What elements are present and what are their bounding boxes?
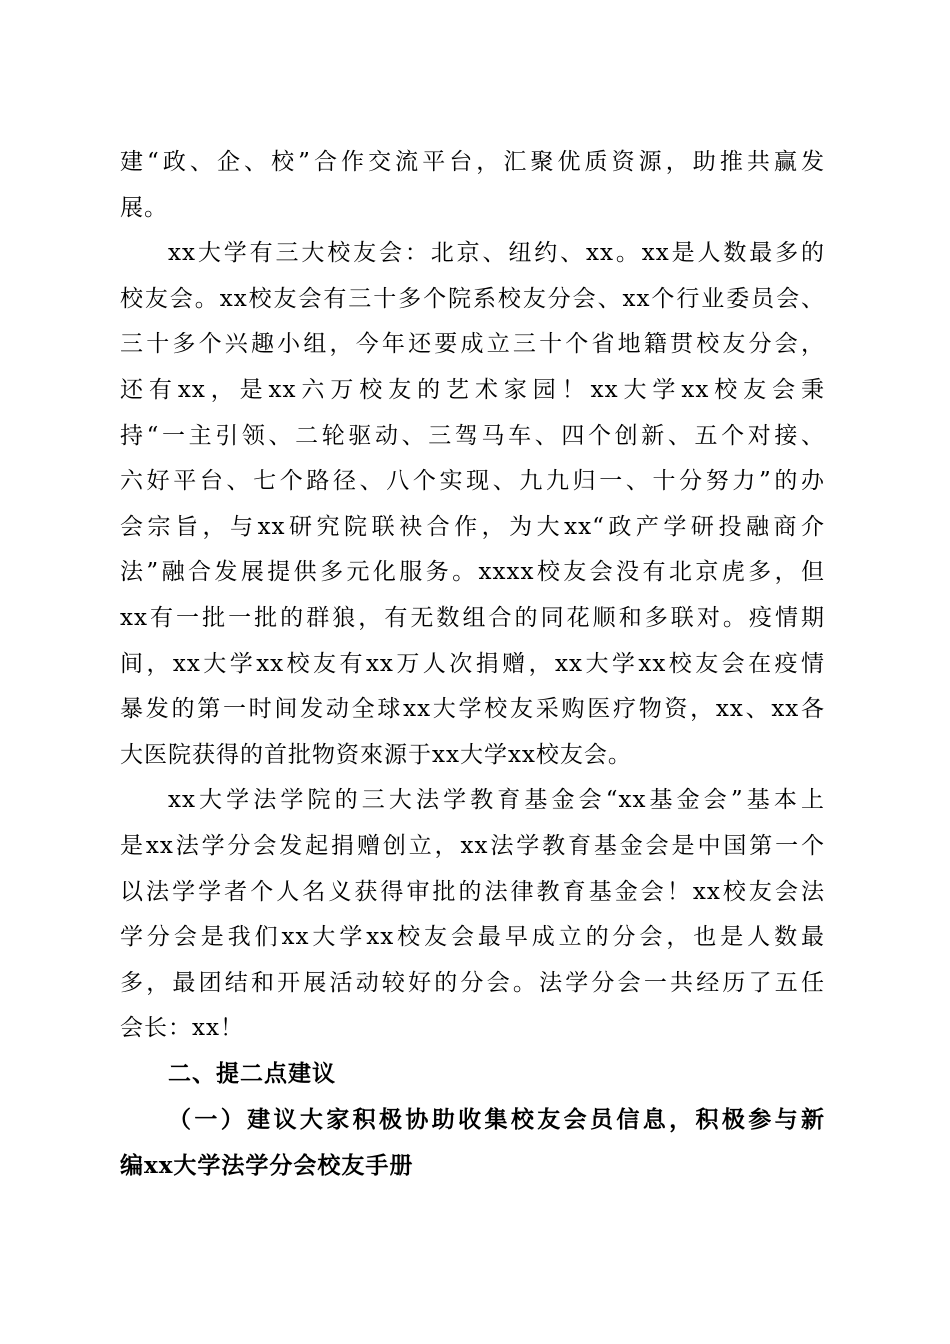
subsection-heading: 编xx大学法学分会校友手册 xyxy=(120,1152,414,1180)
paragraph-line: 持“一主引领、二轮驱动、三驾马车、四个创新、五个对接、 xyxy=(120,422,825,449)
paragraph-line: 多，最团结和开展活动较好的分会。法学分会一共经历了五任 xyxy=(120,969,825,996)
paragraph-line: 还有xx，是xx六万校友的艺术家园！xx大学xx校友会秉 xyxy=(120,376,825,403)
paragraph-line: 建“政、企、校”合作交流平台，汇聚优质资源，助推共赢发 xyxy=(120,149,825,175)
paragraph-line: 学分会是我们xx大学xx校友会最早成立的分会，也是人数最 xyxy=(120,924,825,951)
paragraph-line: xx有一批一批的群狼，有无数组合的同花顺和多联对。疫情期 xyxy=(120,604,825,631)
paragraph-line: 大医院获得的首批物资來源于xx大学xx校友会。 xyxy=(120,741,632,768)
subsection-heading: （一）建议大家积极协助收集校友会员信息，积极参与新 xyxy=(168,1106,825,1134)
paragraph-line: 六好平台、七个路径、八个实现、九九归一、十分努力”的办 xyxy=(120,468,825,495)
paragraph-line: 以法学学者个人名义获得审批的法律教育基金会！xx校友会法 xyxy=(120,878,825,905)
paragraph-line: 暴发的第一时间发动全球xx大学校友采购医疗物资，xx、xx各 xyxy=(120,696,825,723)
paragraph-line: 展。 xyxy=(120,194,168,221)
paragraph-line: xx大学法学院的三大法学教育基金会“xx基金会”基本上 xyxy=(168,787,825,814)
paragraph-line: 会宗旨，与xx研究院联袂合作，为大xx“政产学研投融商介 xyxy=(120,513,825,540)
document-body xyxy=(120,140,825,1189)
paragraph-line: 是xx法学分会发起捐赠创立，xx法学教育基金会是中国第一个 xyxy=(120,832,825,859)
paragraph-line: 间，xx大学xx校友有xx万人次捐赠，xx大学xx校友会在疫情 xyxy=(120,650,825,677)
paragraph-line: 法”融合发展提供多元化服务。xxxx校友会没有北京虎多，但 xyxy=(120,559,825,586)
paragraph-line: xx大学有三大校友会：北京、纽约、xx。xx是人数最多的 xyxy=(168,240,825,267)
paragraph-line: 三十多个兴趣小组，今年还要成立三十个省地籍贯校友分会， xyxy=(120,331,825,358)
paragraph-line: 校友会。xx校友会有三十多个院系校友分会、xx个行业委员会、 xyxy=(120,285,825,312)
section-heading: 二、提二点建议 xyxy=(168,1060,336,1087)
paragraph-line: 会长：xx！ xyxy=(120,1015,244,1042)
